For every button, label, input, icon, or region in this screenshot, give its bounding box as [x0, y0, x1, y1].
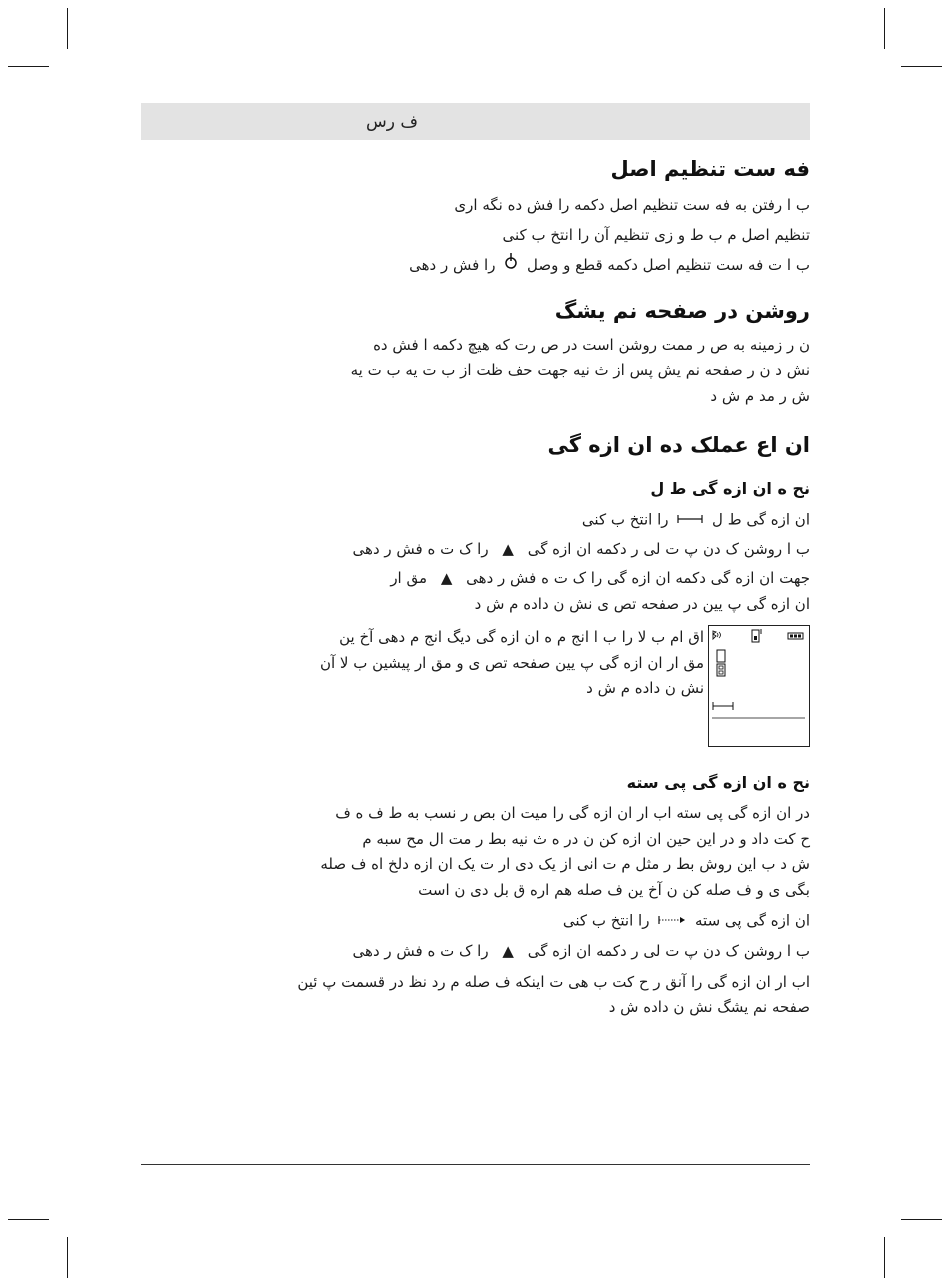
measure-button-icon: ▲: [440, 569, 453, 588]
crop-mark: [901, 66, 942, 67]
paragraph-line: ش ر مد م ش د: [710, 386, 810, 405]
text-span: را انتخ ب کنی: [562, 911, 650, 930]
paragraph-line: ب ا رفتن به فه ست تنظیم اصل دکمه را فش ده نگه اری: [454, 196, 810, 214]
section-title-modes: ان اع عملک ده ان ازه گی: [547, 433, 810, 457]
text-span: را فش ر دهی: [409, 255, 496, 274]
section-title-backlight: روشن در صفحه نم یشگ: [554, 298, 810, 323]
crop-mark: [901, 1219, 942, 1220]
paragraph-line: نش ن داده م ش د: [586, 679, 704, 698]
crop-mark: [884, 8, 885, 49]
text-span: ب ا ت فه ست تنظیم اصل دکمه قطع و وصل: [527, 255, 810, 274]
mode-indicator-icon: [717, 650, 725, 676]
paragraph-line: [156, 908, 810, 934]
text-span: را ک ت ه فش ر دهی: [352, 942, 489, 960]
paragraph-line: مق ار ان ازه گی پ یین صفحه تص ی و مق ار پیشین ب لا آن: [319, 653, 704, 672]
crop-mark: [8, 66, 49, 67]
length-symbol-icon: [713, 702, 733, 710]
text-span: جهت ان ازه گی دکمه ان ازه گی را ک ت ه فش ر دهی: [466, 569, 810, 588]
paragraph-line: در ان ازه گی پی سته اب ار ان ازه گی را میت ان بص ر نسب به ط ف ه ف: [335, 804, 810, 823]
display-figure-text: [156, 625, 708, 702]
footer-rule: [141, 1164, 810, 1165]
continuous-steps: [156, 908, 810, 964]
text-span: ان ازه گی پی سته: [695, 911, 810, 930]
crop-mark: [8, 1219, 49, 1220]
length-mode-icon: [677, 507, 703, 533]
paragraph-line: ح کت داد و در این حین ان ازه کن ن در ه ث نیه بط ر مت ال مح سبه م: [362, 829, 810, 848]
text-span: را ک ت ه فش ر دهی: [352, 539, 489, 558]
paragraph-line: صفحه نم یشگ نش ن داده ش د: [608, 998, 810, 1016]
text-span: را انتخ ب کنی: [581, 510, 669, 529]
measure-button-icon: ▲: [502, 539, 514, 558]
paragraph-line: [156, 537, 810, 563]
page-content: [141, 155, 810, 1021]
paragraph-line: نش د ن ر صفحه نم یش پس از ث نیه جهت حف ظت از ب ت یه ب ت یه: [350, 361, 810, 379]
crop-mark: [884, 1237, 885, 1278]
continuous-mode-icon: [658, 908, 686, 934]
bluetooth-icon: [713, 631, 721, 639]
paragraph-line: [156, 939, 810, 965]
text-span: مق ار: [390, 569, 428, 588]
paragraph-line: بگی ی و ف صله کن ن آخ ین ف صله هم اره ق بل دی ن است: [418, 880, 810, 899]
length-body: [156, 507, 810, 747]
continuous-body: [141, 801, 810, 1020]
paragraph-line: [156, 566, 810, 592]
text-span: ب ا روشن ک دن پ ت لی ر دکمه ان ازه گی: [527, 942, 810, 960]
paragraph-line: ان ازه گی پ یین در صفحه تص ی نش ن داده م ش د: [474, 594, 810, 613]
paragraph-line: اب ار ان ازه گی را آنق ر ح کت ب هی ت اینکه ف صله م رد نظ در قسمت پ ئین: [297, 972, 810, 991]
crop-mark: [67, 1237, 68, 1278]
text-span: ب ا روشن ک دن پ ت لی ر دکمه ان ازه گی: [527, 539, 810, 558]
display-figure-row: [156, 625, 810, 747]
paragraph-line: ش د ب این روش بط ر مثل م ت انی از یک دی ار ت یک ان ازه دلخ اه ف صله: [320, 855, 810, 874]
header-bar: [141, 103, 810, 140]
device-display-illustration: [708, 625, 810, 747]
backlight-body: [156, 333, 810, 410]
header-title: ف رس: [366, 112, 418, 132]
settings-body: [156, 193, 810, 279]
text-span: ان ازه گی ط ل: [712, 510, 810, 529]
paragraph-line: ن ر زمینه به ص ر ممت روشن است در ص رت که هیچ دکمه ا فش ده: [373, 335, 810, 354]
paragraph-line: [156, 252, 810, 279]
paragraph-line: اق ام ب لا را ب ا انج م ه ان ازه گی دیگ انج م دهی آخ ین: [339, 628, 704, 647]
reference-point-icon: [752, 629, 761, 642]
subsection-title-continuous: نح ه ان ازه گی پی سته: [626, 773, 810, 793]
power-icon: [504, 252, 518, 279]
paragraph-line: تنظیم اصل م ب ط و زی تنظیم آن را انتخ ب کنی: [502, 225, 810, 244]
section-title-settings: فه ست تنظیم اصل: [610, 157, 810, 181]
crop-mark: [67, 8, 68, 49]
subsection-title-length: نح ه ان ازه گی ط ل: [650, 479, 810, 498]
paragraph-line: [156, 507, 810, 533]
battery-icon: [788, 633, 803, 639]
measure-button-icon: ▲: [502, 942, 514, 960]
